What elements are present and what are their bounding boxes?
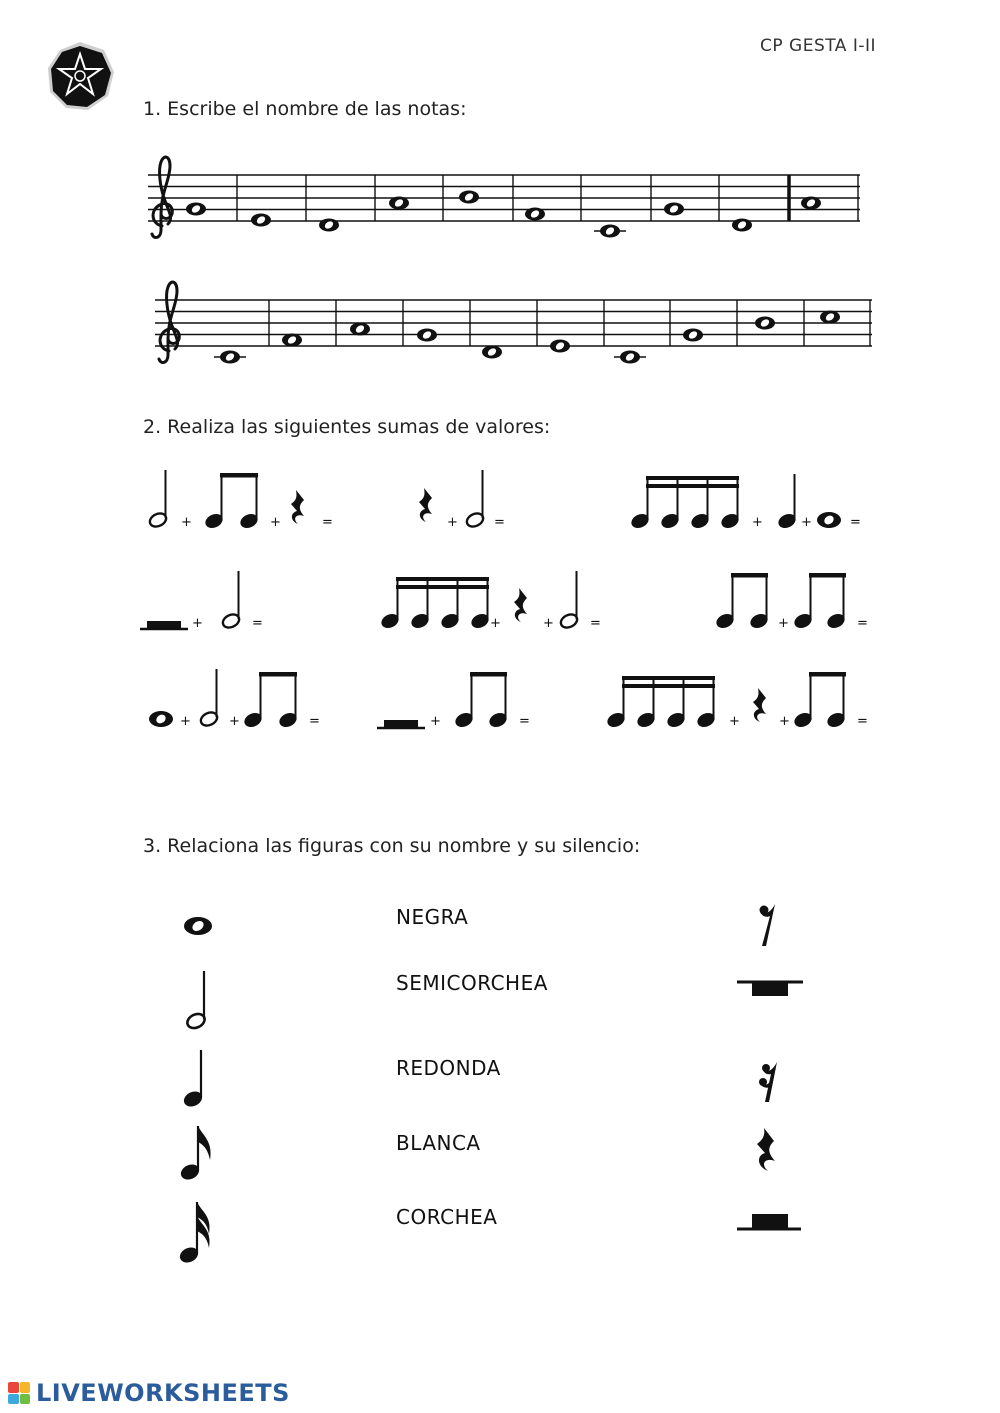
svg-text:+: +	[729, 714, 740, 729]
sixteenth-rest-icon	[759, 1062, 777, 1102]
svg-text:+: +	[779, 714, 790, 729]
svg-text:+: +	[801, 515, 812, 530]
name-label-4: BLANCA	[396, 1131, 481, 1155]
section-2-title: 2. Realiza las siguientes sumas de valores:	[143, 416, 551, 438]
name-label-3: REDONDA	[396, 1056, 501, 1080]
section-1-title: 1. Escribe el nombre de las notas:	[143, 98, 467, 120]
quarter-note-icon	[181, 1050, 204, 1109]
svg-text:+: +	[447, 515, 458, 530]
svg-text:+: +	[543, 616, 554, 631]
svg-text:=: =	[519, 714, 530, 729]
name-label-1: NEGRA	[396, 905, 469, 929]
svg-text:=: =	[322, 515, 333, 530]
name-label-2: SEMICORCHEA	[396, 971, 548, 995]
svg-text:+: +	[192, 616, 203, 631]
footer-brand	[8, 1379, 290, 1407]
svg-text:+: +	[181, 515, 192, 530]
name-label-5: CORCHEA	[396, 1205, 498, 1229]
svg-text:+: +	[752, 515, 763, 530]
eighth-note-icon	[178, 1126, 210, 1182]
footer-brand-text: LIVEWORKSHEETS	[36, 1379, 290, 1407]
svg-text:+: +	[490, 616, 501, 631]
svg-text:=: =	[857, 616, 868, 631]
svg-text:=: =	[252, 616, 263, 631]
svg-text:+: +	[229, 714, 240, 729]
whole-note-icon	[184, 917, 212, 935]
svg-text:+: +	[778, 616, 789, 631]
half-rest-icon	[737, 1214, 801, 1229]
eighth-rest-icon	[760, 904, 776, 946]
svg-text:+: +	[430, 714, 441, 729]
sixteenth-note-icon	[177, 1202, 209, 1265]
svg-text:=: =	[850, 515, 861, 530]
svg-text:=: =	[309, 714, 320, 729]
svg-text:+: +	[180, 714, 191, 729]
school-name: CP GESTA I-II	[760, 36, 877, 56]
svg-text:=: =	[590, 616, 601, 631]
section-3-title: 3. Relaciona las figuras con su nombre y su silencio:	[143, 835, 641, 857]
whole-rest-icon	[737, 982, 803, 996]
svg-text:+: +	[270, 515, 281, 530]
svg-text:=: =	[857, 714, 868, 729]
liveworksheets-logo-icon	[8, 1382, 30, 1404]
svg-text:=: =	[494, 515, 505, 530]
half-note-icon	[185, 971, 207, 1031]
quarter-rest-icon	[757, 1128, 775, 1171]
